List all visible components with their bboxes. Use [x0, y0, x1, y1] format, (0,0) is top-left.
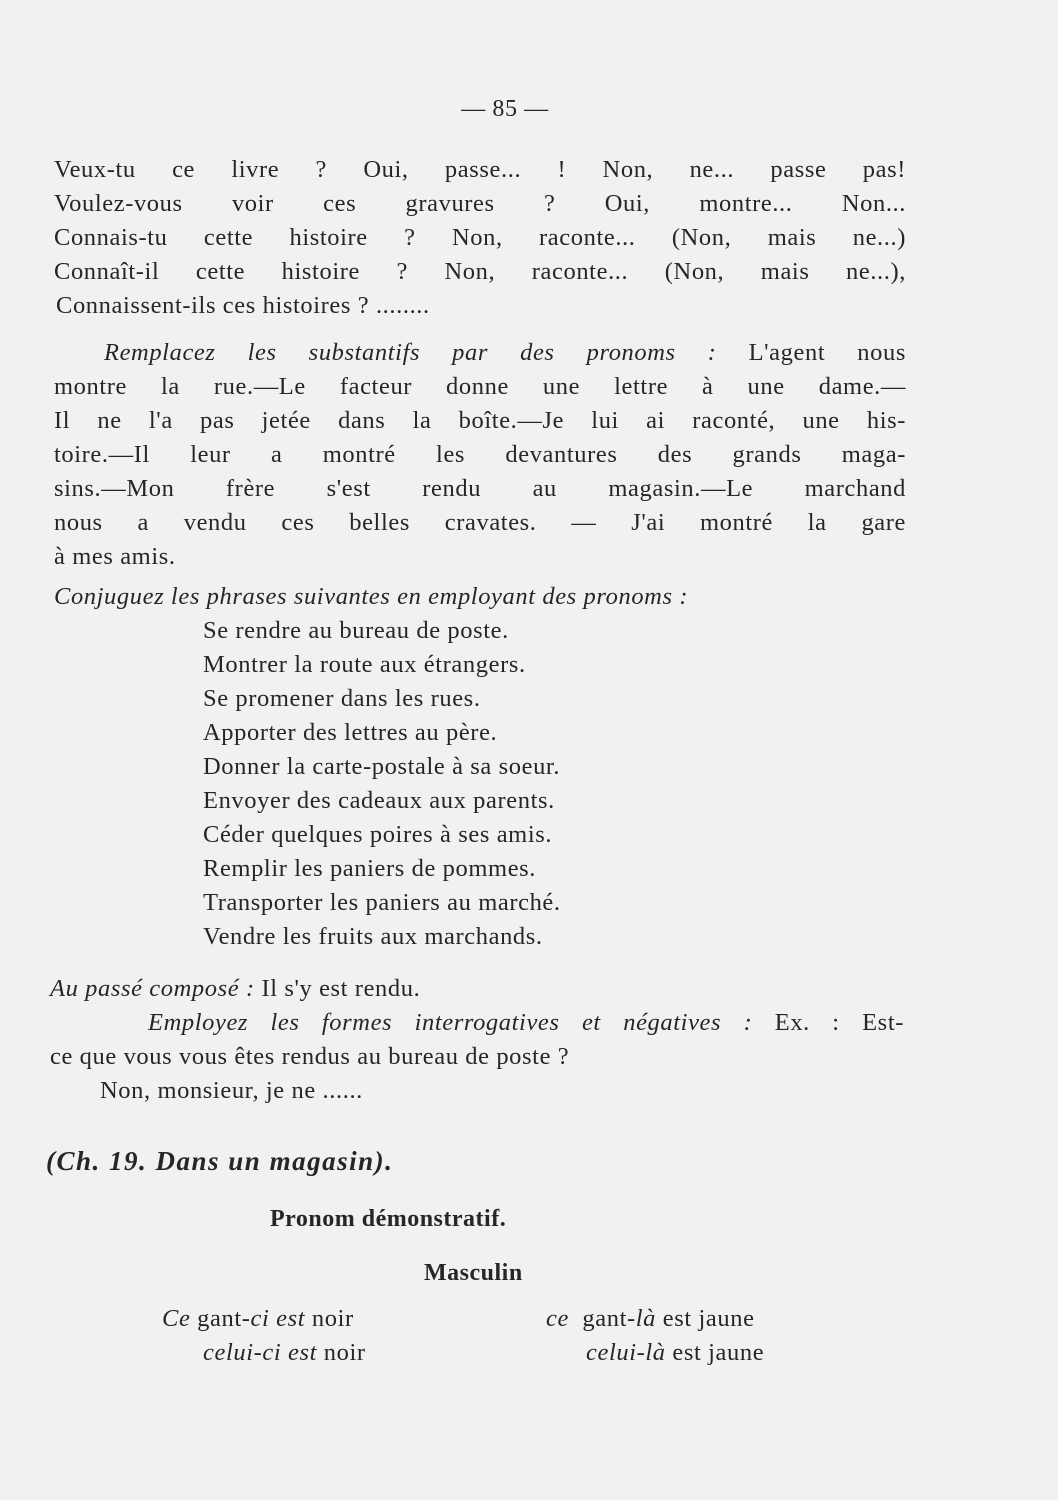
conjugate-phrase: Donner la carte-postale à sa soeur.	[203, 753, 561, 780]
verb-question-line: Connaît-il cette histoire ? Non, raconte... (Non, mais ne...),	[54, 258, 906, 285]
replace-exercise-line: à mes amis.	[54, 543, 176, 570]
forms-first-line-rest: Ex. : Est-	[774, 1009, 904, 1036]
forms-instruction: Employez les formes interrogatives et négatives :	[148, 1009, 753, 1036]
conjugate-phrase: Remplir les paniers de pommes.	[203, 855, 537, 882]
conjugate-instruction: Conjuguez les phrases suivantes en employant des pronoms :	[54, 583, 689, 610]
conjugate-phrase: Apporter des lettres au père.	[203, 719, 498, 746]
conjugate-phrase: Céder quelques poires à ses amis.	[203, 821, 553, 848]
verb-question-line: Voulez-vous voir ces gravures ? Oui, montre... Non...	[54, 190, 906, 217]
verb-question-line: Veux-tu ce livre ? Oui, passe... ! Non, ne... passe pas!	[54, 156, 906, 183]
section-title: Pronom démonstratif.	[270, 1206, 507, 1232]
conjugate-phrase: Se promener dans les rues.	[203, 685, 481, 712]
conjugate-phrase: Se rendre au bureau de poste.	[203, 617, 509, 644]
passe-compose-label: Au passé composé :	[50, 975, 255, 1002]
passe-compose-line	[50, 972, 420, 1006]
verb-question-line: Connaissent-ils ces histoires ? ........	[56, 292, 430, 319]
conjugate-phrase: Transporter les paniers au marché.	[203, 889, 561, 916]
page-number: — 85 —	[461, 96, 549, 122]
replace-instruction: Remplacez les substantifs par des pronoms :	[104, 339, 717, 366]
replace-exercise-line: nous a vendu ces belles cravates. — J'ai montré la gare	[54, 509, 906, 536]
replace-exercise-first-line	[104, 336, 906, 370]
forms-exercise-line: Non, monsieur, je ne ......	[100, 1077, 363, 1104]
replace-exercise-line: sins.—Mon frère s'est rendu au magasin.—Le marchand	[54, 475, 906, 502]
replace-exercise-line: Il ne l'a pas jetée dans la boîte.—Je lui ai raconté, une his-	[54, 407, 906, 434]
example-row2-right: celui-là est jaune	[586, 1339, 765, 1366]
example-row2-left: celui-ci est noir	[203, 1339, 366, 1366]
replace-exercise-line: toire.—Il leur a montré les devantures des grands maga-	[54, 441, 906, 468]
chapter-heading: (Ch. 19. Dans un magasin).	[46, 1146, 394, 1176]
passe-compose-example: Il s'y est rendu.	[261, 975, 421, 1002]
example-row1-left: Ce gant-ci est noir	[162, 1305, 354, 1332]
conjugate-phrase: Montrer la route aux étrangers.	[203, 651, 526, 678]
forms-exercise-line: ce que vous vous êtes rendus au bureau de poste ?	[50, 1043, 570, 1070]
verb-question-line: Connais-tu cette histoire ? Non, raconte... (Non, mais ne...)	[54, 224, 906, 251]
example-row1-right: ce gant-là est jaune	[546, 1305, 755, 1332]
forms-exercise-first-line	[148, 1006, 904, 1040]
replace-exercise-line: montre la rue.—Le facteur donne une lettre à une dame.—	[54, 373, 906, 400]
subsection-title: Masculin	[424, 1260, 523, 1286]
replace-first-line-rest: L'agent nous	[748, 339, 906, 366]
conjugate-phrase: Vendre les fruits aux marchands.	[203, 923, 543, 950]
conjugate-phrase: Envoyer des cadeaux aux parents.	[203, 787, 555, 814]
